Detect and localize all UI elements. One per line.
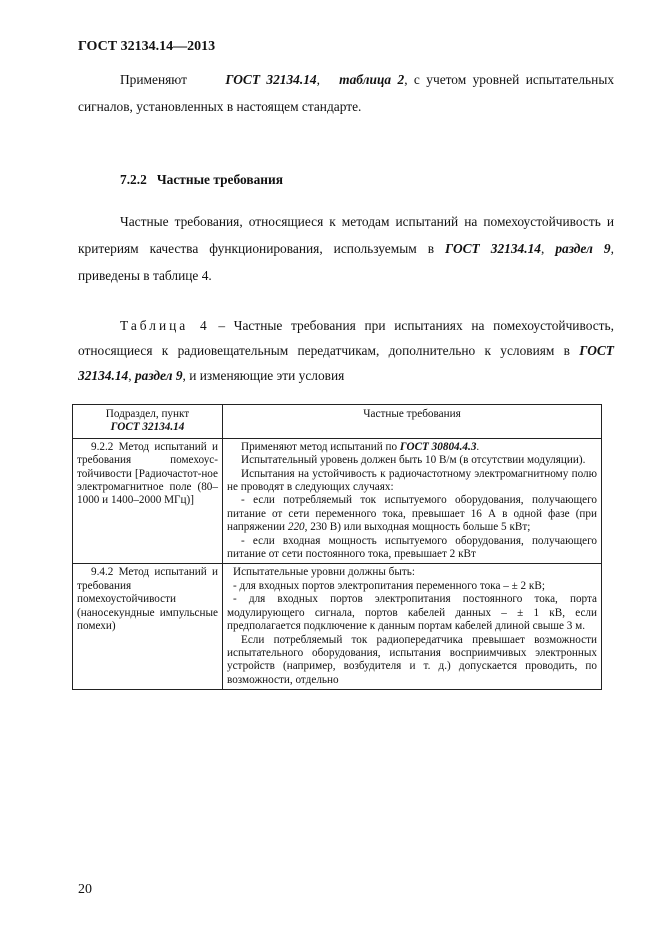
requirements-paragraph — [78, 208, 614, 289]
table-header-row — [73, 405, 602, 439]
para1-text-a: Частные требования, относящиеся к методам испытаний на помехоустойчивость и критериям качества функционирования, используемым в — [78, 214, 614, 256]
row1-p4-text-b: , 230 В) или выходная мощность больше 5 кВт; — [304, 521, 531, 534]
page-number: 20 — [78, 882, 92, 897]
row1-paragraph-5: - если входная мощность испытуемого оборудования, получающего питание от сети постоянного тока, превышает 2 кВт — [227, 534, 597, 561]
table-header-requirements: Частные требования — [223, 405, 602, 439]
section-number: 7.2.2 — [120, 172, 147, 187]
table-caption-text-a: – Частные требования при испытаниях на помехоустойчивость, относящиеся к радиовещательным передатчикам, дополнительно к условиям в — [78, 318, 614, 358]
table-caption — [78, 313, 614, 388]
table-header-subsection-label: Подраздел, пункт — [105, 408, 190, 420]
row1-p1-text: Применяют метод испытаний по — [241, 440, 400, 453]
table-row-2-subsection: 9.4.2 Метод испытаний и требования помехоустойчивости (наносекундные импульсные помехи) — [73, 564, 223, 690]
row2-paragraph-4: Если потребляемый ток радиопередатчика превышает возможности испытательного оборудования, испытания восприимчивых электронных устройств (например, возбудителя и т. д.) допускается проводить, по возможности, отдельно — [227, 633, 597, 686]
table-caption-text-b: , и изменяющие эти условия — [182, 368, 345, 383]
table-row — [73, 564, 602, 690]
table-header-subsection-standard: ГОСТ 32134.14 — [110, 421, 185, 434]
row1-paragraph-1 — [227, 441, 597, 454]
row2-paragraph-3: - для входных портов электропитания постоянного тока, порта модулирующего сигнала, портов кабелей данных – ± 1 кВ, если предполагается подключение к данным портам кабелей длиной свыше 3 м. — [227, 593, 597, 633]
intro-ref-sep: , — [316, 72, 320, 87]
row1-p1-ref: ГОСТ 30804.4.3 — [399, 440, 477, 453]
row1-paragraph-4 — [227, 494, 597, 534]
table-caption-ref-standard: ГОСТ 32134.14 — [78, 343, 614, 383]
intro-suffix: , с учетом уровней испытательных сигналов, установленных в настоящем стандарте. — [78, 72, 615, 114]
para1-ref-section: раздел 9 — [555, 241, 611, 256]
table-caption-ref-section: раздел 9 — [134, 368, 183, 383]
intro-prefix: Применяют — [120, 72, 187, 87]
row2-paragraph-2: - для входных портов электропитания переменного тока – ± 2 кВ; — [233, 579, 545, 592]
row1-p4-text-a: - если потребляемый ток испытуемого оборудования, получающего питание от сети переменного тока, превышает 16 А в одной фазе (при напряжении — [227, 494, 597, 534]
table-header-subsection — [73, 405, 223, 439]
table-row — [73, 438, 602, 564]
section-title: Частные требования — [156, 172, 283, 187]
row1-paragraph-2: Испытательный уровень должен быть 10 В/м (в отсутствии модуляции). — [241, 454, 586, 467]
intro-paragraph — [78, 66, 614, 120]
table-row-1-requirements — [223, 438, 602, 564]
row1-p4-voltage: 220 — [287, 521, 305, 534]
section-heading — [120, 172, 283, 188]
para1-text-b: , приведены в таблице 4. — [78, 241, 614, 283]
table-row-2-requirements — [223, 564, 602, 690]
standard-header: ГОСТ 32134.14—2013 — [78, 39, 216, 54]
row1-paragraph-3: Испытания на устойчивость к радиочастотному электромагнитному полю не проводят в следующих случаях: — [227, 467, 597, 494]
row1-p1-end: . — [476, 440, 480, 453]
row2-paragraph-1: Испытательные уровни должны быть: — [233, 566, 415, 579]
para1-ref-sep: , — [540, 241, 545, 256]
requirements-table — [72, 404, 602, 690]
para1-ref-standard: ГОСТ 32134.14 — [445, 241, 541, 256]
table-row-1-subsection: 9.2.2 Метод испытаний и требования помехоус-тойчивости [Радиочастот-ное электромагнитное поле (80–1000 и 1400–2000 МГц)] — [73, 438, 223, 564]
table-caption-ref-sep: , — [128, 368, 132, 383]
intro-ref-standard: ГОСТ 32134.14 — [225, 72, 317, 87]
intro-ref-table: таблица 2 — [339, 72, 405, 87]
table-caption-label: Таблица 4 — [120, 318, 210, 333]
